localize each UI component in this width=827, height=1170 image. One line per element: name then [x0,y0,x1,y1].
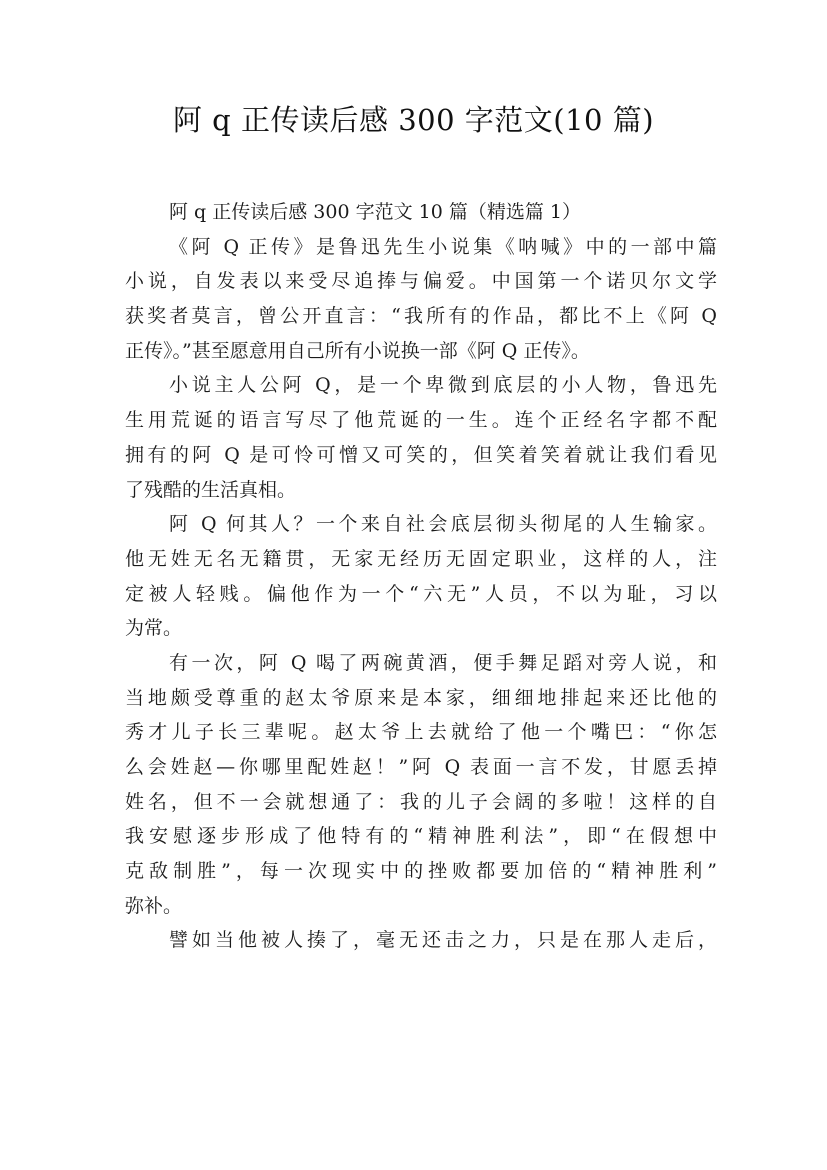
paragraph-line: 么会姓赵—你哪里配姓赵！”阿 Q 表面一言不发，甘愿丢掉 [125,756,717,778]
paragraph-line: 拥有的阿 Q 是可怜可憎又可笑的，但笑着笑着就让我们看见 [125,443,717,466]
paragraph-line: 我安慰逐步形成了他特有的“精神胜利法”，即“在假想中 [125,825,717,848]
document-body [125,195,717,958]
paragraph-line: 譬如当他被人揍了，毫无还击之力，只是在那人走后， [169,929,717,952]
paragraph-line: 了残酷的生活真相。 [125,478,297,501]
paragraph-line: 《阿 Q 正传》是鲁迅先生小说集《呐喊》中的一部中篇 [169,235,717,258]
paragraph-line: 生用荒诞的语言写尽了他荒诞的一生。连个正经名字都不配 [125,409,717,432]
paragraph-line: 阿 Q 何其人？一个来自社会底层彻头彻尾的人生输家。 [169,513,717,536]
paragraph-line: 定被人轻贱。偏他作为一个“六无”人员，不以为耻，习以 [125,582,717,605]
paragraph-line: 弥补。 [125,894,183,917]
paragraph-line: 正传》。”甚至愿意用自己所有小说换一部《阿 Q 正传》。 [125,339,590,362]
paragraph-line: 克敌制胜”，每一次现实中的挫败都要加倍的“精神胜利” [125,860,717,883]
paragraph-line: 为常。 [125,617,183,640]
section-heading: 阿 q 正传读后感 300 字范文 10 篇（精选篇 1） [169,201,581,223]
paragraph-line: 有一次，阿 Q 喝了两碗黄酒，便手舞足蹈对旁人说，和 [169,651,717,674]
paragraph-line: 小说，自发表以来受尽追捧与偏爱。中国第一个诺贝尔文学 [125,270,717,293]
paragraph-line: 当地颇受尊重的赵太爷原来是本家，细细地排起来还比他的 [125,686,717,709]
document-title: 阿 q 正传读后感 300 字范文(10 篇) [172,103,655,137]
paragraph-line: 小说主人公阿 Q，是一个卑微到底层的小人物，鲁迅先 [169,374,717,397]
paragraph-line: 姓名，但不一会就想通了：我的儿子会阔的多啦！这样的自 [125,790,717,813]
paragraph-line: 获奖者莫言，曾公开直言：“我所有的作品，都比不上《阿 Q [125,305,717,328]
paragraph-line: 秀才儿子长三辈呢。赵太爷上去就给了他一个嘴巴：“你怎 [125,721,717,744]
paragraph-line: 他无姓无名无籍贯，无家无经历无固定职业，这样的人，注 [125,547,717,570]
